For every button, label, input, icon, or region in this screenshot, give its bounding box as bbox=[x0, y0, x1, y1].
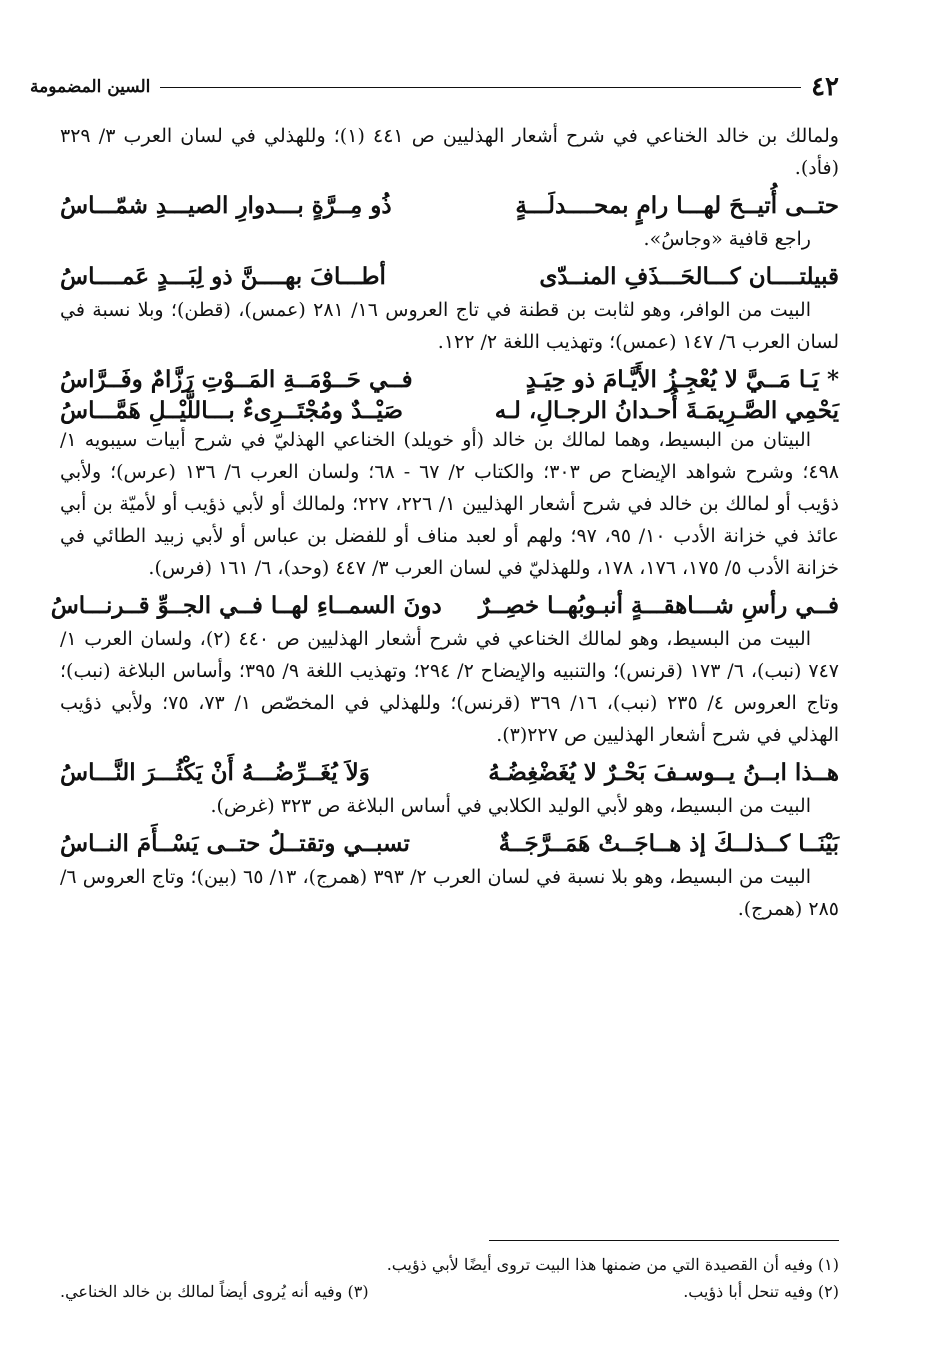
verse-first-hemistich: قبيلتــــان كـــالحَـــذَفِ المنــدّى bbox=[539, 263, 839, 290]
commentary-paragraph: ولمالك بن خالد الخناعي في شرح أشعار الهذليين ص ٤٤١ (١)؛ وللهذلي في لسان العرب ٣/ ٣٢٩ (فأد). bbox=[60, 125, 839, 179]
verse-first-hemistich: حتــى أُتيــحَ لهـــا رامٍ بمحــــدلَـــةٍ bbox=[515, 192, 839, 219]
footnotes bbox=[60, 1240, 839, 1305]
page-number: ٤٢ bbox=[811, 72, 839, 102]
verse-line bbox=[60, 366, 839, 393]
verse-second-hemistich: وَلاَ يُغَــرِّضُـــهُ أَنْ يَكْثُـــرَ النَّـــاسُ bbox=[60, 759, 370, 786]
verse-second-hemistich: أطـــافَ بهــــنَّ ذو لِبَـــدٍ عَمــــاسُ bbox=[60, 263, 386, 290]
verse-line bbox=[60, 830, 839, 857]
verse-first-hemistich: بَيْنَــا كــذلــكَ إذ هــاجَــتْ هَمَــرَّجَــةٌ bbox=[498, 830, 839, 857]
verse-line bbox=[50, 592, 839, 619]
verse-line bbox=[60, 397, 839, 424]
verse-line bbox=[60, 759, 839, 786]
verse-second-hemistich: فــي حَــوْمَــةِ المَــوْتِ رَزَّامٌ وفَــرَّاسُ bbox=[60, 366, 413, 393]
commentary-paragraph: راجع قافية «وجاسُ». bbox=[643, 228, 811, 250]
page-header bbox=[30, 70, 839, 104]
verse-second-hemistich: ذُو مِــرَّةٍ بـــدوارِ الصيـــدِ شمّـــاسُ bbox=[60, 192, 392, 219]
header-rule bbox=[160, 87, 801, 88]
verse-second-hemistich: صَيْــدٌ ومُجْتَــرِىءٌ بـــاللَّيْــلِ هَمَّـــاسُ bbox=[60, 397, 404, 424]
footnote-1: (١) وفيه أن القصيدة التي من ضمنها هذا البيت تروى أيضًا لأبي ذؤيب. bbox=[386, 1255, 839, 1274]
verse-first-hemistich: * يَـا مَــيَّ لا يُعْجِـزُ الأَيَّـامَ ذو حِيَـدٍ bbox=[525, 366, 839, 393]
commentary-paragraph: البيت من البسيط، وهو بلا نسبة في لسان العرب ٢/ ٣٩٣ (همرج)، ١٣/ ٦٥ (بين)؛ وتاج العروس ٦/ ٢٨٥ (همرج). bbox=[60, 866, 839, 920]
verse-first-hemistich: يَحْمِي الصَّـرِيمَـةَ أُحـدانُ الرجـالِ، لـه bbox=[494, 397, 839, 424]
verse-second-hemistich: دونَ السمــاءِ لهــا فــي الجــوِّ قــرنـــاسُ bbox=[50, 592, 442, 619]
verse-first-hemistich: فــي رأسِ شـــاهقـــةٍ أنبـوبُهــا خصِــرٌ bbox=[478, 592, 839, 619]
page-body bbox=[50, 120, 840, 925]
footnote-row bbox=[60, 1278, 839, 1305]
commentary-paragraph: البيتان من البسيط، وهما لمالك بن خالد (أو خويلد) الخناعي الهذليّ في شرح أبيات سيبويه ١/ ٤٩٨؛ وشرح شواهد الإيضاح ص ٣٠٣؛ والكتاب ٢/ ٦٧ - ٦٨؛ ولسان العرب ٦/ ١٣٦ (عرس)؛ ولأبي ذؤيب أو لمالك بن خالد في شرح أشعار الهذليين ١/ ٢٢٦، ٢٢٧؛ ولمالك أو لأبي ذؤيب أو لأميّة بن أبي عائذ في خزانة الأدب ١٠/ ٩٥، ٩٧؛ ولهم أو لعبد مناف أو للفضل بن عباس أو لأبي زبيد الطائي في خزانة الأدب ٥/ ١٧٥، ١٧٦، ١٧٨، وللهذليّ في لسان العرب ٣/ ٤٤٧ (وحد)، ٦/ ١٦١ (فرس). bbox=[60, 429, 840, 579]
footnote-3: (٣) وفيه أنه يُروى أيضاً لمالك بن خالد الخناعي. bbox=[60, 1282, 369, 1301]
verse-first-hemistich: هــذا ابــنُ يــوسـفَ بَحْـرٌ لا يُغَضْغِضُـهُ bbox=[488, 759, 839, 786]
commentary-paragraph: البيت من البسيط، وهو لمالك الخناعي في شرح أشعار الهذليين ص ٤٤٠ (٢)، ولسان العرب ١/ ٧٤٧ (نبب)، ٦/ ١٧٣ (قرنس)؛ والتنبيه والإيضاح ٢/ ٢٩٤؛ وتهذيب اللغة ٩/ ٣٩٥؛ وأساس البلاغة (نبب)؛ وتاج العروس ٤/ ٢٣٥ (نبب)، ١٦/ ٣٦٩ (قرنس)؛ وللهذلي في المخصّص ١/ ٧٣، ٧٥؛ ولأبي ذؤيب الهذلي في شرح أشعار الهذليين ص ٢٢٧(٣). bbox=[60, 628, 839, 746]
verse-line bbox=[60, 263, 839, 290]
footnote-rule bbox=[489, 1240, 839, 1241]
verse-line bbox=[60, 192, 839, 219]
section-title: السين المضمومة bbox=[30, 77, 151, 97]
commentary-paragraph: البيت من الوافر، وهو لثابت بن قطنة في تاج العروس ١٦/ ٢٨١ (عمس)، (قطن)؛ وبلا نسبة في لسان العرب ٦/ ١٤٧ (عمس)؛ وتهذيب اللغة ٢/ ١٢٢. bbox=[60, 299, 839, 353]
footnote-2: (٢) وفيه تنحل أبا ذؤيب. bbox=[683, 1282, 839, 1301]
verse-second-hemistich: تسبــي وتقتــلُ حتــى يَسْــأَمَ النــاسُ bbox=[60, 830, 410, 857]
commentary-paragraph: البيت من البسيط، وهو لأبي الوليد الكلابي في أساس البلاغة ص ٣٢٣ (غرض). bbox=[210, 795, 811, 817]
